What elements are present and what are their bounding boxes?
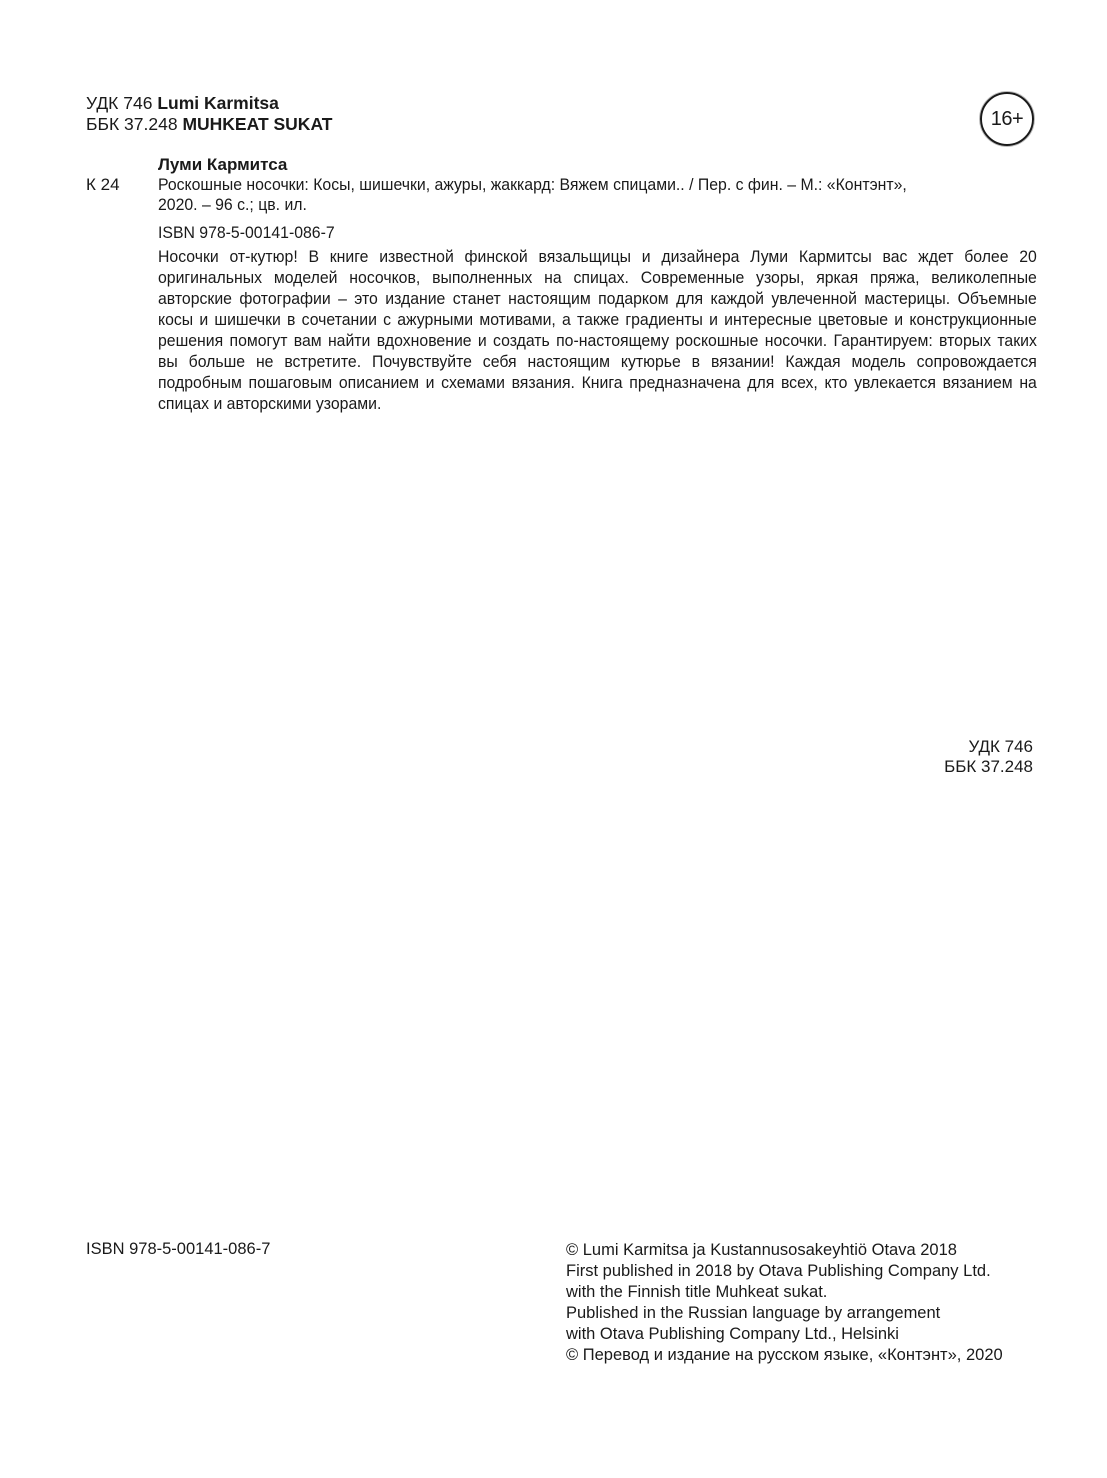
bibliographic-record <box>158 155 1038 243</box>
classification-codes <box>944 737 1033 777</box>
copyright-line: with Otava Publishing Company Ltd., Helsinki <box>566 1325 899 1343</box>
original-title: MUHKEAT SUKAT <box>182 114 333 134</box>
header-classification <box>86 93 332 135</box>
copyright-line: First published in 2018 by Otava Publishing Company Ltd. <box>566 1262 991 1280</box>
annotation-text: Носочки от-кутюр! В книге известной финской вязальщицы и дизайнера Луми Кармитсы вас ждет более 20 оригинальных моделей носочков, выполненных на спицах. Современные узоры, яркая пряжа, великолепные авторские фотографии – это издание станет настоящим подарком для каждой увлеченной мастерицы. Объемные косы и шишечки в сочетании с ажурными мотивами, а также градиенты и интересные цветовые и конструкционные решения помогут вам найти вдохновение и создать по-настоящему роскошные носочки. Гарантируем: вторых таких вы больше не встретите. Почувствуйте себя настоящим кутюрье в вязании! Каждая модель сопровождается подробным пошаговым описанием и схемами вязания. Книга предназначена для всех, кто увлекается вязанием на спицах и авторскими узорами. <box>158 247 1037 413</box>
copyright-line: © Lumi Karmitsa ja Kustannusosakeyhtiö Otava 2018 <box>566 1241 957 1259</box>
udk-header-line: УДК 746 Lumi Karmitsa <box>86 93 279 113</box>
bbk-code: ББК 37.248 <box>944 757 1033 776</box>
author-name: Луми Кармитса <box>158 155 288 174</box>
age-rating-badge: 16+ <box>980 92 1034 146</box>
copyright-line: © Перевод и издание на русском языке, «Контэнт», 2020 <box>566 1346 1003 1364</box>
original-author: Lumi Karmitsa <box>157 93 279 113</box>
copyright-line: Published in the Russian language by arrangement <box>566 1304 941 1322</box>
title-line-2: 2020. – 96 с.; цв. ил. <box>158 195 307 214</box>
footer-isbn: ISBN 978-5-00141-086-7 <box>86 1240 271 1258</box>
title-line-1: Роскошные носочки: Косы, шишечки, ажуры, жаккард: Вяжем спицами.. / Пер. с фин. – М.: «Контэнт», <box>158 175 907 194</box>
catalog-isbn: ISBN 978-5-00141-086-7 <box>158 223 335 242</box>
annotation <box>158 246 1103 414</box>
catalog-index: К 24 <box>86 175 120 194</box>
bbk-header-line: ББК 37.248 MUHKEAT SUKAT <box>86 114 333 134</box>
copyright-block <box>566 1240 1003 1366</box>
udk-code: УДК 746 <box>968 737 1033 756</box>
copyright-line: with the Finnish title Muhkeat sukat. <box>566 1283 828 1301</box>
